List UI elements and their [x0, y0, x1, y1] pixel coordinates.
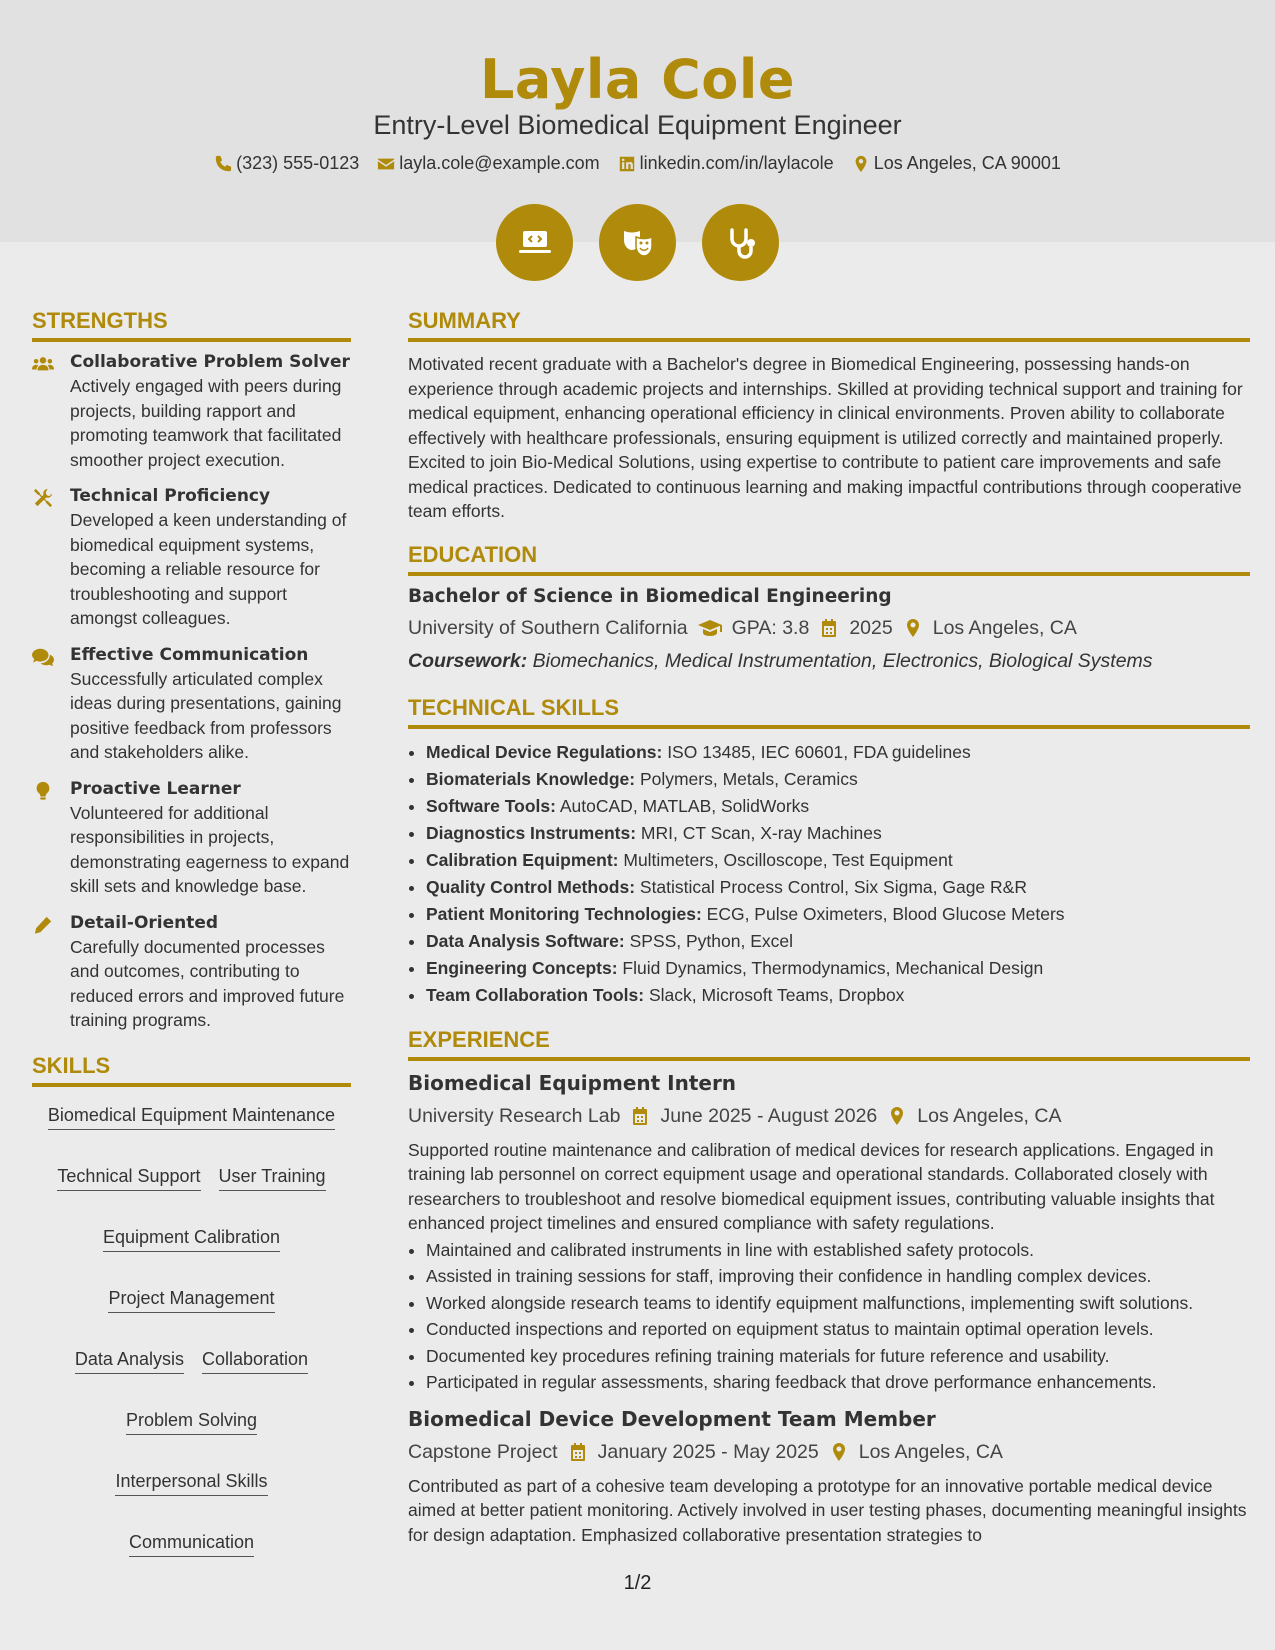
theater-masks-icon: [599, 204, 676, 281]
strength-item: [32, 913, 351, 1033]
calendar-icon: [568, 1442, 588, 1462]
skill-value: Multimeters, Oscilloscope, Test Equipment: [618, 849, 953, 870]
skill-value: MRI, CT Scan, X-ray Machines: [636, 822, 882, 843]
skill-label: Data Analysis Software:: [426, 930, 625, 951]
list-item: • Conducted inspections and reported on equipment status to maintain optimal operation levels.: [426, 1317, 1250, 1342]
list-item: [426, 766, 1250, 793]
education-meta: [408, 617, 1250, 640]
skill-value: Statistical Process Control, Six Sigma, Gage R&R: [635, 876, 1027, 897]
strength-item: [32, 486, 351, 631]
job-1-title: Biomedical Equipment Intern: [408, 1070, 737, 1095]
skill-chip: Biomedical Equipment Maintenance: [48, 1105, 335, 1130]
location-text: Los Angeles, CA 90001: [873, 153, 1061, 173]
skill-label: Software Tools:: [426, 795, 556, 816]
job-1-location: Los Angeles, CA: [917, 1104, 1062, 1127]
comments-icon: [32, 647, 54, 667]
calendar-icon: [630, 1106, 650, 1126]
list-item: • Participated in regular assessments, sharing feedback that drove performance enhancements.: [426, 1370, 1250, 1395]
coursework: [408, 650, 1250, 673]
job-1-meta: [408, 1105, 1250, 1128]
skill-chip: Project Management: [108, 1288, 274, 1313]
skill-value: ECG, Pulse Oximeters, Blood Glucose Meters: [701, 903, 1065, 924]
list-item: • Maintained and calibrated instruments in line with established safety protocols.: [426, 1238, 1250, 1263]
list-item: • Documented key procedures refining training materials for future reference and usability.: [426, 1344, 1250, 1369]
summary-text: Motivated recent graduate with a Bachelor's degree in Biomedical Engineering, possessing hands-on experience through academic projects and internships. Skilled at providing technical support and training for medical equipment, enhancing operational efficiency in clinical environments. Proven ability to collaborate effectively with healthcare professionals, ensuring equipment is utilized correctly and maintained properly. Excited to join Bio-Medical Solutions, using expertise to contribute to patient care improvements and safe medical practices. Dedicated to continuous learning and making impactful contributions through cooperative team efforts.: [408, 354, 1243, 521]
education-heading: EDUCATION: [408, 542, 1250, 576]
skills-list: [32, 1097, 351, 1565]
gpa-text: GPA: 3.8: [731, 616, 810, 639]
job-1-desc: Supported routine maintenance and calibration of medical devices for research applications. Engaged in training lab personnel on correct equipment usage and operational standards. Collaborated closely with researchers to troubleshoot and resolve biomedical equipment issues, contributing valuable insights that enhanced project timelines and ensured compliance with safety regulations.: [408, 1139, 1215, 1233]
lightbulb-icon: [32, 781, 54, 801]
education-location: Los Angeles, CA: [932, 616, 1077, 639]
job-2-dates: January 2025 - May 2025: [597, 1440, 819, 1463]
strength-desc: Developed a keen understanding of biomedical equipment systems, becoming a reliable resource for troubleshooting and support amongst colleagues.: [70, 510, 347, 628]
linkedin-icon: [618, 155, 636, 173]
strength-title: Detail-Oriented: [70, 912, 219, 933]
email-text: layla.cole@example.com: [399, 153, 600, 173]
phone-icon: [214, 155, 232, 173]
job-2-meta: [408, 1441, 1250, 1464]
strength-title: Effective Communication: [70, 644, 309, 665]
strength-desc: Successfully articulated complex ideas during presentations, gaining positive feedback from professors and stakeholders alike.: [70, 668, 342, 762]
strengths-heading: STRENGTHS: [32, 308, 351, 342]
pencil-icon: [32, 915, 54, 935]
skill-chip: Communication: [129, 1532, 254, 1557]
education-year: 2025: [849, 616, 893, 639]
calendar-icon: [819, 618, 839, 638]
list-item: • Worked alongside research teams to identify equipment malfunctions, implementing swift solutions.: [426, 1291, 1250, 1316]
skill-label: Diagnostics Instruments:: [426, 822, 637, 843]
job-1-org: University Research Lab: [408, 1104, 621, 1127]
strength-title: Proactive Learner: [70, 778, 241, 799]
coursework-label: Coursework:: [408, 649, 528, 672]
map-pin-icon: [829, 1442, 849, 1462]
strength-title: Technical Proficiency: [70, 486, 271, 506]
skill-chip: Data Analysis: [75, 1349, 184, 1374]
laptop-code-icon: [496, 204, 573, 281]
map-pin-icon: [903, 618, 923, 638]
graduation-cap-icon: [698, 618, 722, 638]
right-column: [408, 308, 1250, 1547]
list-item: [426, 955, 1250, 982]
linkedin-text: linkedin.com/in/laylacole: [639, 153, 834, 173]
summary-heading: SUMMARY: [408, 308, 1250, 342]
strength-desc: Volunteered for additional responsibilities in projects, demonstrating eagerness to expand skill sets and knowledge base.: [70, 802, 350, 896]
tools-icon: [32, 488, 54, 508]
strength-desc: Actively engaged with peers during projects, building rapport and promoting teamwork that facilitated smoother project execution.: [70, 376, 342, 470]
job-2-title: Biomedical Device Development Team Member: [408, 1406, 936, 1431]
skill-label: Team Collaboration Tools:: [426, 984, 645, 1005]
job-2-desc: Contributed as part of a cohesive team developing a prototype for an innovative portable medical device aimed at better patient monitoring. Actively involved in user testing phases, documenting meaningful insights for design adaptation. Emphasized collaborative presentation strategies to: [408, 1475, 1247, 1545]
skill-chip: Technical Support: [57, 1166, 200, 1191]
skill-label: Quality Control Methods:: [426, 876, 636, 897]
strength-item: [32, 779, 351, 899]
skill-value: SPSS, Python, Excel: [624, 930, 794, 951]
skill-label: Engineering Concepts:: [426, 957, 618, 978]
skill-chip: Interpersonal Skills: [115, 1471, 267, 1496]
left-column: [32, 308, 351, 1565]
list-item: [426, 982, 1250, 1009]
page-number: 1/2: [623, 1572, 652, 1594]
list-item: [426, 820, 1250, 847]
map-pin-icon: [852, 155, 870, 173]
list-item: [426, 901, 1250, 928]
skill-label: Calibration Equipment:: [426, 849, 619, 870]
skill-chip: Equipment Calibration: [103, 1227, 280, 1252]
strength-title: Collaborative Problem Solver: [70, 352, 350, 372]
skill-value: ISO 13485, IEC 60601, FDA guidelines: [662, 741, 971, 762]
skill-value: Polymers, Metals, Ceramics: [635, 768, 858, 789]
list-item: [426, 847, 1250, 874]
list-item: • Assisted in training sessions for staff, improving their confidence in handling complex devices.: [426, 1264, 1250, 1289]
contact-linkedin[interactable]: [618, 153, 834, 174]
school-name: University of Southern California: [408, 616, 688, 639]
skill-value: Slack, Microsoft Teams, Dropbox: [644, 984, 905, 1005]
coursework-text: Biomechanics, Medical Instrumentation, Electronics, Biological Systems: [527, 649, 1153, 672]
envelope-icon: [377, 155, 395, 173]
technical-skills-list: [408, 739, 1250, 1009]
contact-email[interactable]: [377, 153, 599, 174]
skill-value: AutoCAD, MATLAB, SolidWorks: [555, 795, 810, 816]
strength-item: [32, 352, 351, 472]
phone-text: (323) 555-0123: [236, 153, 360, 173]
contact-phone[interactable]: [214, 153, 359, 174]
strength-desc: Carefully documented processes and outcomes, contributing to reduced errors and improved future training programs.: [70, 936, 345, 1030]
skill-chip: Problem Solving: [126, 1410, 257, 1435]
contact-location: [852, 153, 1061, 174]
stethoscope-icon: [702, 204, 779, 281]
skill-value: Fluid Dynamics, Thermodynamics, Mechanical Design: [617, 957, 1044, 978]
job-2-org: Capstone Project: [408, 1440, 558, 1463]
list-item: [426, 793, 1250, 820]
job-1-bullets: [408, 1238, 1250, 1395]
list-item: [426, 874, 1250, 901]
skill-chip: User Training: [219, 1166, 326, 1191]
skill-label: Patient Monitoring Technologies:: [426, 903, 702, 924]
skill-chip: Collaboration: [202, 1349, 308, 1374]
technical-skills-heading: TECHNICAL SKILLS: [408, 695, 1250, 729]
job-title: Entry-Level Biomedical Equipment Engineer: [373, 110, 902, 140]
job-1-dates: June 2025 - August 2026: [660, 1104, 878, 1127]
map-pin-icon: [887, 1106, 907, 1126]
degree-title: Bachelor of Science in Biomedical Engineering: [408, 585, 892, 607]
strength-item: [32, 645, 351, 765]
users-icon: [32, 354, 54, 374]
skills-heading: SKILLS: [32, 1053, 351, 1087]
candidate-name: Layla Cole: [480, 48, 795, 111]
hobby-icons: [0, 204, 1275, 281]
skill-label: Medical Device Regulations:: [426, 741, 663, 762]
list-item: [426, 928, 1250, 955]
skill-label: Biomaterials Knowledge:: [426, 768, 636, 789]
experience-heading: EXPERIENCE: [408, 1027, 1250, 1061]
list-item: [426, 739, 1250, 766]
job-2-location: Los Angeles, CA: [858, 1440, 1003, 1463]
contact-bar: [0, 153, 1275, 174]
